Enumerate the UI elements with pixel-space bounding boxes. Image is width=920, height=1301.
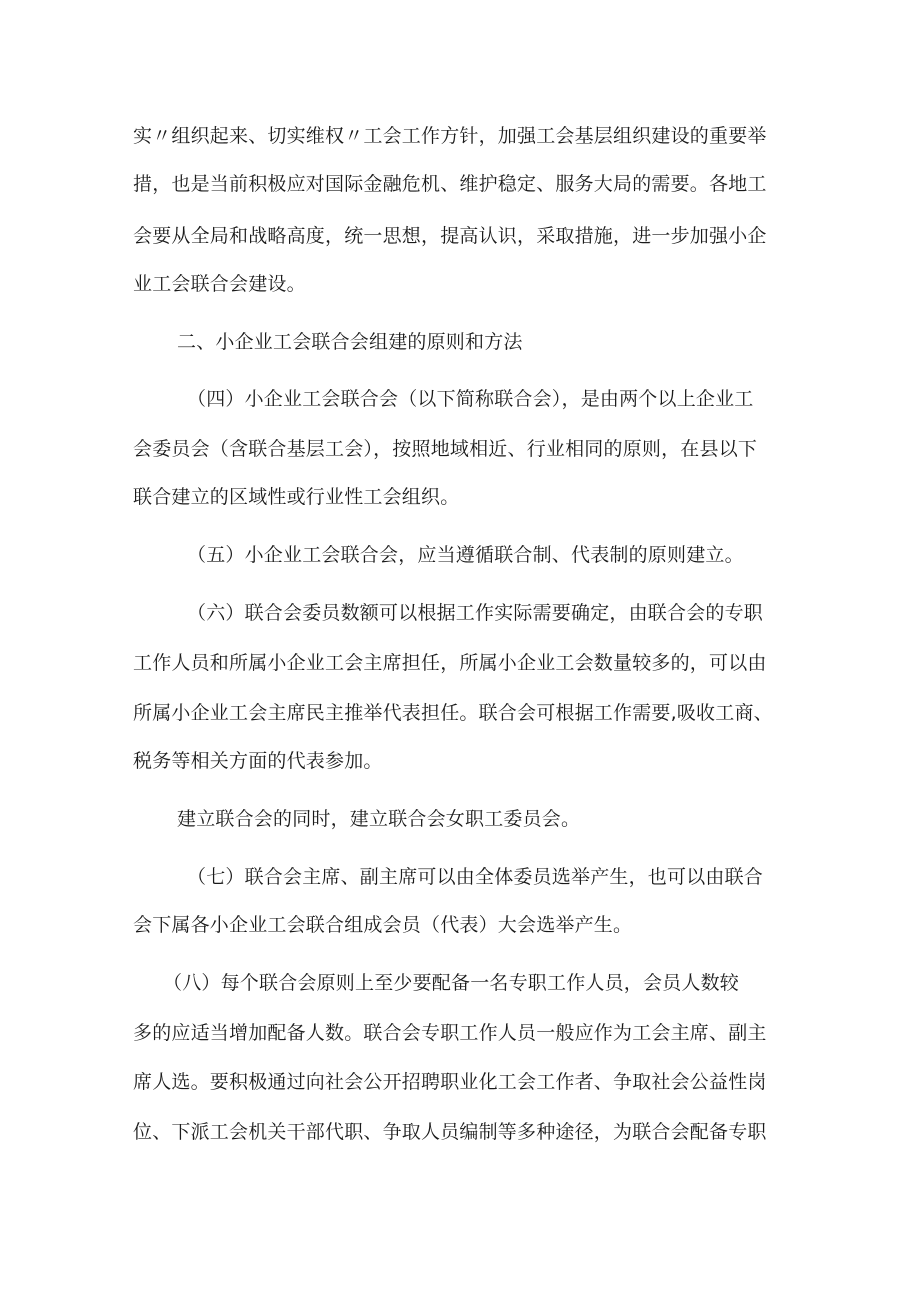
paragraph-line: （五）小企业工会联合会，应当遵循联合制、代表制的原则建立。	[187, 544, 744, 566]
paragraph-line: 实〃组织起来、切实维权〃工会工作方针，加强工会基层组织建设的重要举	[133, 125, 767, 147]
paragraph-line: （八）每个联合会原则上至少要配备一名专职工作人员，会员人数较	[163, 972, 740, 994]
paragraph-line: 措，也是当前积极应对国际金融危机、维护稳定、服务大局的需要。各地工	[133, 173, 767, 195]
paragraph-line: 建立联合会的同时，建立联合会女职工委员会。	[177, 808, 581, 830]
paragraph-line: 多的应适当增加配备人数。联合会专职工作人员一般应作为工会主席、副主	[133, 1022, 767, 1044]
paragraph-line: （七）联合会主席、副主席可以由全体委员选举产生，也可以由联合	[187, 866, 764, 888]
paragraph-line: 工作人员和所属小企业工会主席担任，所属小企业工会数量较多的，可以由	[133, 652, 767, 674]
paragraph-line: 会委员会（含联合基层工会），按照地域相近、行业相同的原则，在县以下	[133, 438, 758, 460]
paragraph-line: 所属小企业工会主席民主推举代表担任。联合会可根据工作需要,吸收工商、	[133, 702, 773, 724]
section-heading: 二、小企业工会联合会组建的原则和方法	[177, 331, 523, 353]
paragraph-line: （六）联合会委员数额可以根据工作实际需要确定，由联合会的专职	[187, 602, 764, 624]
paragraph-line: 业工会联合会建设。	[133, 273, 306, 295]
paragraph-line: 联合建立的区域性或行业性工会组织。	[133, 486, 460, 508]
paragraph-line: 会要从全局和战略高度，统一思想，提高认识，采取措施，进一步加强小企	[133, 225, 767, 247]
paragraph-line: （四）小企业工会联合会（以下简称联合会），是由两个以上企业工	[187, 388, 754, 410]
paragraph-line: 会下属各小企业工会联合组成会员（代表）大会选举产生。	[133, 914, 633, 936]
paragraph-line: 位、下派工会机关干部代职、争取人员编制等多种途径，为联合会配备专职	[133, 1121, 767, 1143]
paragraph-line: 席人选。要积极通过向社会公开招聘职业化工会工作者、争取社会公益性岗	[133, 1071, 767, 1093]
paragraph-line: 税务等相关方面的代表参加。	[133, 750, 383, 772]
